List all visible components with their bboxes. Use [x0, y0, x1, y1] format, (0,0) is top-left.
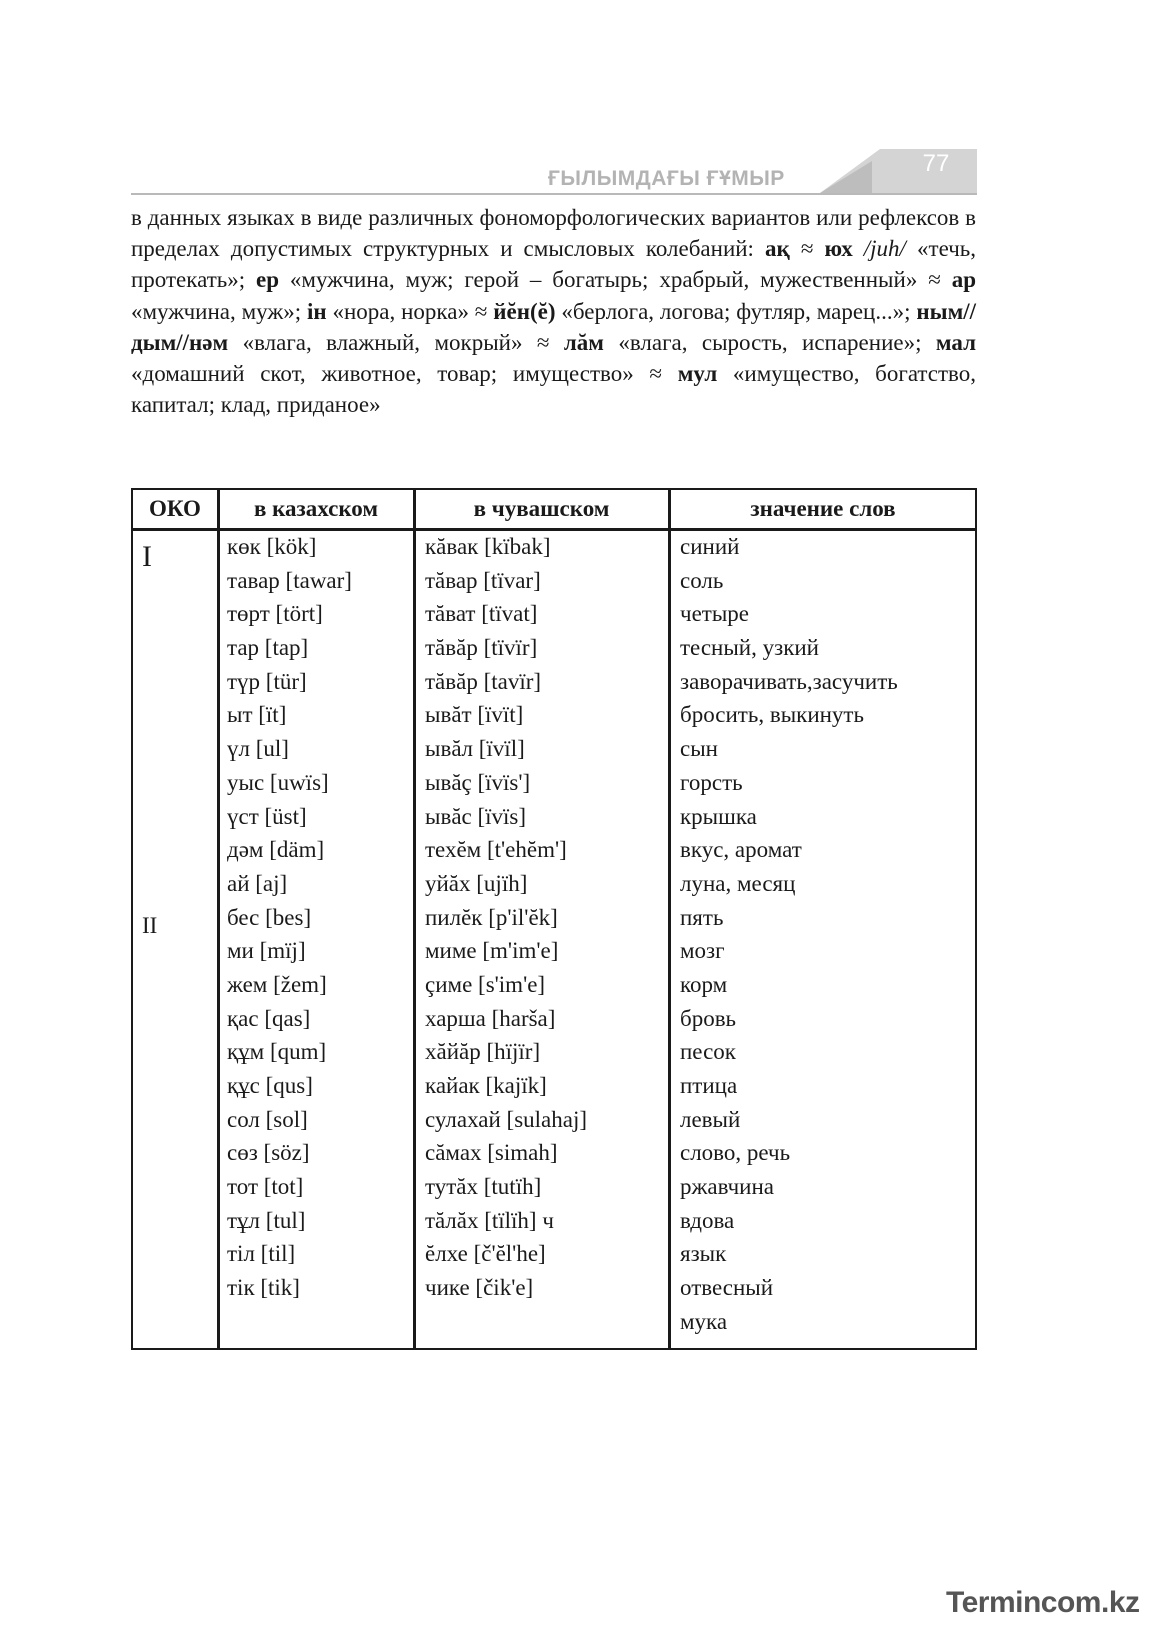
word-meaning: крышка [680, 803, 757, 829]
chuvash-word: ывăл [ïvïl] [425, 736, 525, 762]
chuvash-word: тăвăр [tïvïr] [425, 635, 538, 661]
kazakh-word: жем [žem] [227, 971, 327, 997]
text-span: ≈ [789, 236, 825, 262]
kazakh-word: тұл [tul] [227, 1207, 306, 1233]
header-rule [131, 193, 977, 195]
term-bold: мул [677, 361, 718, 387]
chuvash-word: тăлăх [tïlïh] ч [425, 1207, 554, 1233]
text-span: «имущество, богатство, капитал; клад, приданое» [131, 361, 976, 418]
word-meaning: корм [680, 971, 728, 997]
term-bold: ар [951, 267, 976, 293]
col-header-oko: ОКО [149, 496, 201, 521]
chuvash-word: сăмах [simah] [425, 1140, 558, 1166]
kazakh-word: ми [mïj] [227, 938, 306, 964]
chuvash-word: кăвак [kïbak] [425, 534, 551, 559]
chuvash-word: ывăç [ïvïs'] [425, 769, 531, 795]
text-span [853, 236, 864, 261]
word-meaning: отвесный [680, 1275, 774, 1301]
word-meaning: пять [680, 904, 724, 930]
col-header-chuvash: в чувашском [473, 496, 610, 521]
text-span: «домашний скот, животное, товар; имущество» ≈ [131, 361, 678, 387]
running-header-title: ҒЫЛЫМДАҒЫ ҒҰМЫР [548, 167, 785, 190]
word-meaning: песок [680, 1039, 736, 1065]
chuvash-word: чике [čik'e] [425, 1275, 534, 1301]
chuvash-word: ывăс [ïvïs] [425, 803, 527, 829]
word-meaning: синий [680, 534, 740, 559]
chuvash-word: сулахай [sulahaj] [425, 1106, 588, 1132]
termincom-logo: Termincom.kz [946, 1586, 1140, 1619]
chuvash-word: ĕлхе [č'ĕl'he] [425, 1241, 546, 1267]
comparison-table [131, 488, 977, 1350]
word-meaning: левый [680, 1106, 741, 1132]
word-meaning: бровь [680, 1005, 737, 1031]
chuvash-word: çиме [s'im'e] [425, 971, 546, 997]
col-header-meaning: значение слов [750, 496, 896, 521]
word-meaning: тесный, узкий [680, 635, 819, 661]
word-meaning: птица [680, 1073, 738, 1098]
oko-group-1: I [142, 540, 152, 573]
kazakh-word: бес [bes] [227, 904, 312, 930]
chuvash-word: техĕм [t'ehĕm'] [425, 837, 567, 863]
kazakh-word: тот [tot] [227, 1174, 304, 1200]
kazakh-column [227, 530, 352, 1305]
term-bold: лăм [563, 329, 604, 355]
chuvash-word: тутăх [tutïh] [425, 1174, 542, 1200]
kazakh-word: үст [üst] [227, 803, 307, 829]
word-meaning: мозг [680, 938, 725, 964]
col-header-kazakh: в казахском [253, 496, 379, 521]
chuvash-word: кайак [kajïk] [425, 1073, 547, 1098]
kazakh-word: тар [tap] [227, 635, 309, 661]
word-meaning: вкус, аромат [680, 837, 802, 863]
term-bold: мал [935, 329, 977, 355]
kazakh-word: қас [qas] [227, 1005, 311, 1031]
word-meaning: четыре [680, 601, 749, 627]
term-bold: ін [306, 298, 327, 324]
chuvash-word: пилĕк [p'il'ĕk] [425, 904, 558, 930]
column-divider [413, 490, 416, 1348]
chuvash-word: уйăх [ujïh] [425, 870, 528, 896]
text-span: «мужчина, муж»; [131, 298, 307, 324]
column-divider [668, 490, 671, 1348]
meaning-column [680, 530, 898, 1339]
column-divider [217, 490, 220, 1348]
word-meaning: мука [680, 1308, 728, 1334]
word-meaning: ржавчина [680, 1174, 774, 1200]
kazakh-word: көк [kök] [227, 534, 317, 559]
term-bold: юх [824, 236, 853, 262]
text-span: «нора, норка» ≈ [326, 298, 494, 324]
oko-group-2: II [142, 913, 158, 938]
kazakh-word: құс [qus] [227, 1073, 313, 1098]
kazakh-word: ай [aj] [227, 870, 288, 896]
text-span: «течь, протекать»; [131, 236, 977, 293]
word-meaning: бросить, выкинуть [680, 702, 864, 728]
word-meaning: соль [680, 567, 724, 593]
chuvash-word: харша [harša] [425, 1005, 556, 1031]
kazakh-word: дәм [däm] [227, 837, 325, 863]
word-meaning: вдова [680, 1207, 735, 1233]
kazakh-word: тіл [til] [227, 1241, 296, 1267]
kazakh-word: үл [ul] [227, 736, 289, 762]
text-span: «влага, сырость, испарение»; [603, 329, 936, 355]
chuvash-word: хăйăр [hïjïr] [425, 1039, 541, 1065]
chuvash-word: миме [m'im'e] [425, 938, 559, 964]
chuvash-column [425, 530, 587, 1305]
kazakh-word: уыс [uwïs] [227, 769, 329, 795]
kazakh-word: құм [qum] [227, 1039, 327, 1065]
page-number: 77 [922, 150, 950, 177]
transcription: /juh/ [863, 236, 906, 262]
kazakh-word: сөз [söz] [227, 1140, 310, 1166]
text-span: «берлога, логова; футляр, марец...»; [555, 298, 917, 324]
chuvash-word: тăват [tïvat] [425, 601, 538, 627]
kazakh-word: ыт [ït] [227, 702, 287, 728]
kazakh-word: тавар [tawar] [227, 567, 352, 593]
word-meaning: луна, месяц [680, 870, 796, 896]
chuvash-word: тăвăр [tavïr] [425, 668, 542, 694]
text-span: «влага, влажный, мокрый» ≈ [228, 329, 564, 355]
kazakh-word: түр [tür] [227, 668, 307, 694]
word-meaning: язык [680, 1241, 727, 1267]
word-meaning: сын [680, 736, 718, 762]
kazakh-word: төрт [tört] [227, 601, 323, 627]
text-span: «мужчина, муж; герой – богатырь; храбрый, мужественный» ≈ [279, 267, 952, 293]
text-span: в данных языках в виде различных фономорфологических вариантов или рефлексов в пределах допустимых структурных и смысловых колебаний: [131, 205, 976, 262]
term-bold: ным//дым//нәм [131, 298, 977, 355]
body-paragraph [131, 202, 976, 420]
term-bold: ер [256, 267, 280, 293]
chuvash-word: тăвар [tïvar] [425, 567, 541, 593]
kazakh-word: сол [sol] [227, 1106, 308, 1132]
chuvash-word: ывăт [ïvït] [425, 702, 524, 728]
term-bold: ақ [765, 236, 790, 262]
word-meaning: горсть [680, 769, 743, 795]
word-meaning: слово, речь [680, 1140, 791, 1166]
term-bold: йĕн(ĕ) [493, 298, 556, 324]
word-meaning: заворачивать,засучить [680, 668, 898, 694]
kazakh-word: тік [tik] [227, 1275, 300, 1301]
